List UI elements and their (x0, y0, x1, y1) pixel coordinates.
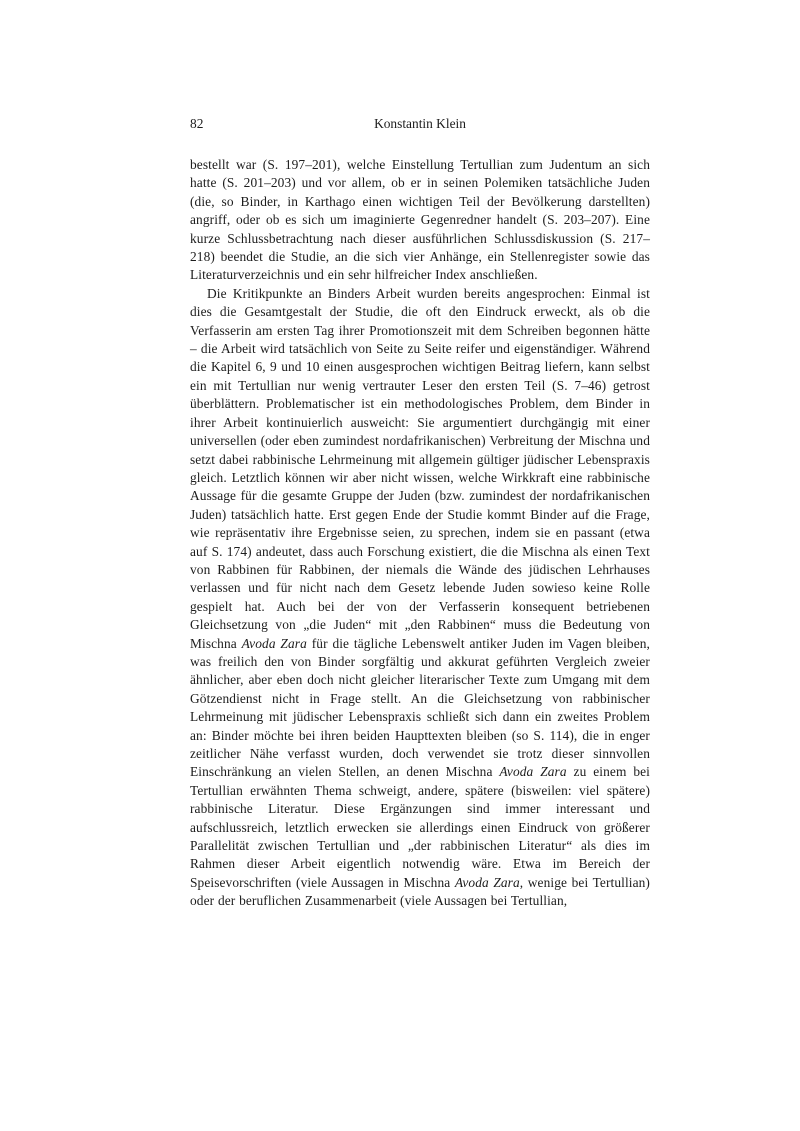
italic-text-run: Avoda Zara (241, 635, 307, 651)
text-run: bestellt war (S. 197–201), welche Einstellung Tertullian zum Judentum an sich hatte (S. 201–203) und vor allem, ob er in seinen Polemiken tatsächliche Juden (die, so Binder, in Karthago einen wichtigen Teil der Bevölkerung darstellten) angriff, oder ob es sich um imaginierte Gegenredner handelt (S. 203–207). Eine kurze Schlussbetrachtung nach dieser ausführlichen Schlussdiskussion (S. 217–218) beendet die Studie, an die sich vier Anhänge, ein Stellenregister sowie das Literaturverzeichnis und ein sehr hilfreicher Index anschließen. (190, 157, 650, 283)
paragraph (190, 156, 650, 285)
text-run: zu einem bei Tertullian erwähnten Thema schweigt, andere, spätere (bisweilen: viel spätere) rabbinische Literatur. Diese Ergänzungen sind immer interessant und aufschlussreich, letztlich erwecken sie allerdings einen Eindruck von größerer Parallelität zwischen Tertullian und „der rabbinischen Literatur“ als dies im Rahmen dieser Arbeit eigentlich notwendig wäre. Etwa im Bereich der Speisevorschriften (viele Aussagen in Mischna (190, 764, 650, 890)
italic-text-run: Avoda Zara (499, 764, 567, 780)
text-column (190, 116, 650, 911)
text-run: für die tägliche Lebenswelt antiker Juden im Vagen bleiben, was freilich den von Binder sorgfältig und akkurat geführten Vergleich zweier ähnlicher, aber eben doch nicht gleicher literarischer Texte zum Umgang mit dem Götzendienst nicht in Frage stellt. An die Gleichsetzung von rabbinischer Lehrmeinung mit jüdischer Lebenspraxis schließt sich dann ein zweites Problem an: Binder möchte bei ihren beiden Haupttexten bleiben (so S. 114), die in enger zeitlicher Nähe verfasst wurden, doch verwendet sie trotz dieser sinnvollen Einschränkung an vielen Stellen, an denen Mischna (190, 635, 650, 780)
italic-text-run: Avoda Zara (454, 874, 520, 890)
running-head (190, 116, 650, 133)
text-run: Die Kritikpunkte an Binders Arbeit wurden bereits angesprochen: Einmal ist dies die Gesamtgestalt der Studie, die oft den Eindruck erweckt, als ob die Verfasserin am ersten Tag ihrer Promotionszeit mit dem Schreiben begonnen hätte – die Arbeit wird tatsächlich von Seite zu Seite reifer und eigenständiger. Während die Kapitel 6, 9 und 10 einen ausgesprochen wichtigen Beitrag liefern, kann selbst ein mit Tertullian nur wenig vertrauter Leser den ersten Teil (S. 7–46) getrost überblättern. Problematischer ist ein methodologisches Problem, dem Binder in ihrer Arbeit kontinuierlich ausweicht: Sie argumentiert durchgängig mit einer universellen (oder eben zumindest nordafrikanischen) Verbreitung der Mischna und setzt dabei rabbinische Lehrmeinung mit allgemein gültiger jüdischer Lebenspraxis gleich. Letztlich können wir aber nicht wissen, welche Wirkkraft eine rabbinische Aussage für die gesamte Gruppe der Juden (bzw. zumindest der nordafrikanischen Juden) tatsächlich hatte. Erst gegen Ende der Studie kommt Binder auf die Frage, wie repräsentativ ihre Ergebnisse seien, zu sprechen, indem sie en passant (etwa auf S. 174) andeutet, dass auch Forschung existiert, die die Mischna als einen Text von Rabbinen für Rabbinen, der niemals die Wände des jüdischen Lehrhauses verlassen und für nicht nach dem Gesetz lebende Juden sowieso keine Rolle gespielt hat. Auch bei der von der Verfasserin konsequent betriebenen Gleichsetzung von „die Juden“ mit „den Rabbinen“ muss die Bedeutung von Mischna (190, 285, 650, 651)
review-body-text (190, 156, 650, 911)
text-run: , wenige bei Tertullian) oder der beruflichen Zusammenarbeit (viele Aussagen bei Tertullian, (190, 874, 650, 909)
page-number: 82 (190, 116, 204, 131)
paragraph (190, 285, 650, 911)
running-header-author: Konstantin Klein (374, 116, 466, 131)
